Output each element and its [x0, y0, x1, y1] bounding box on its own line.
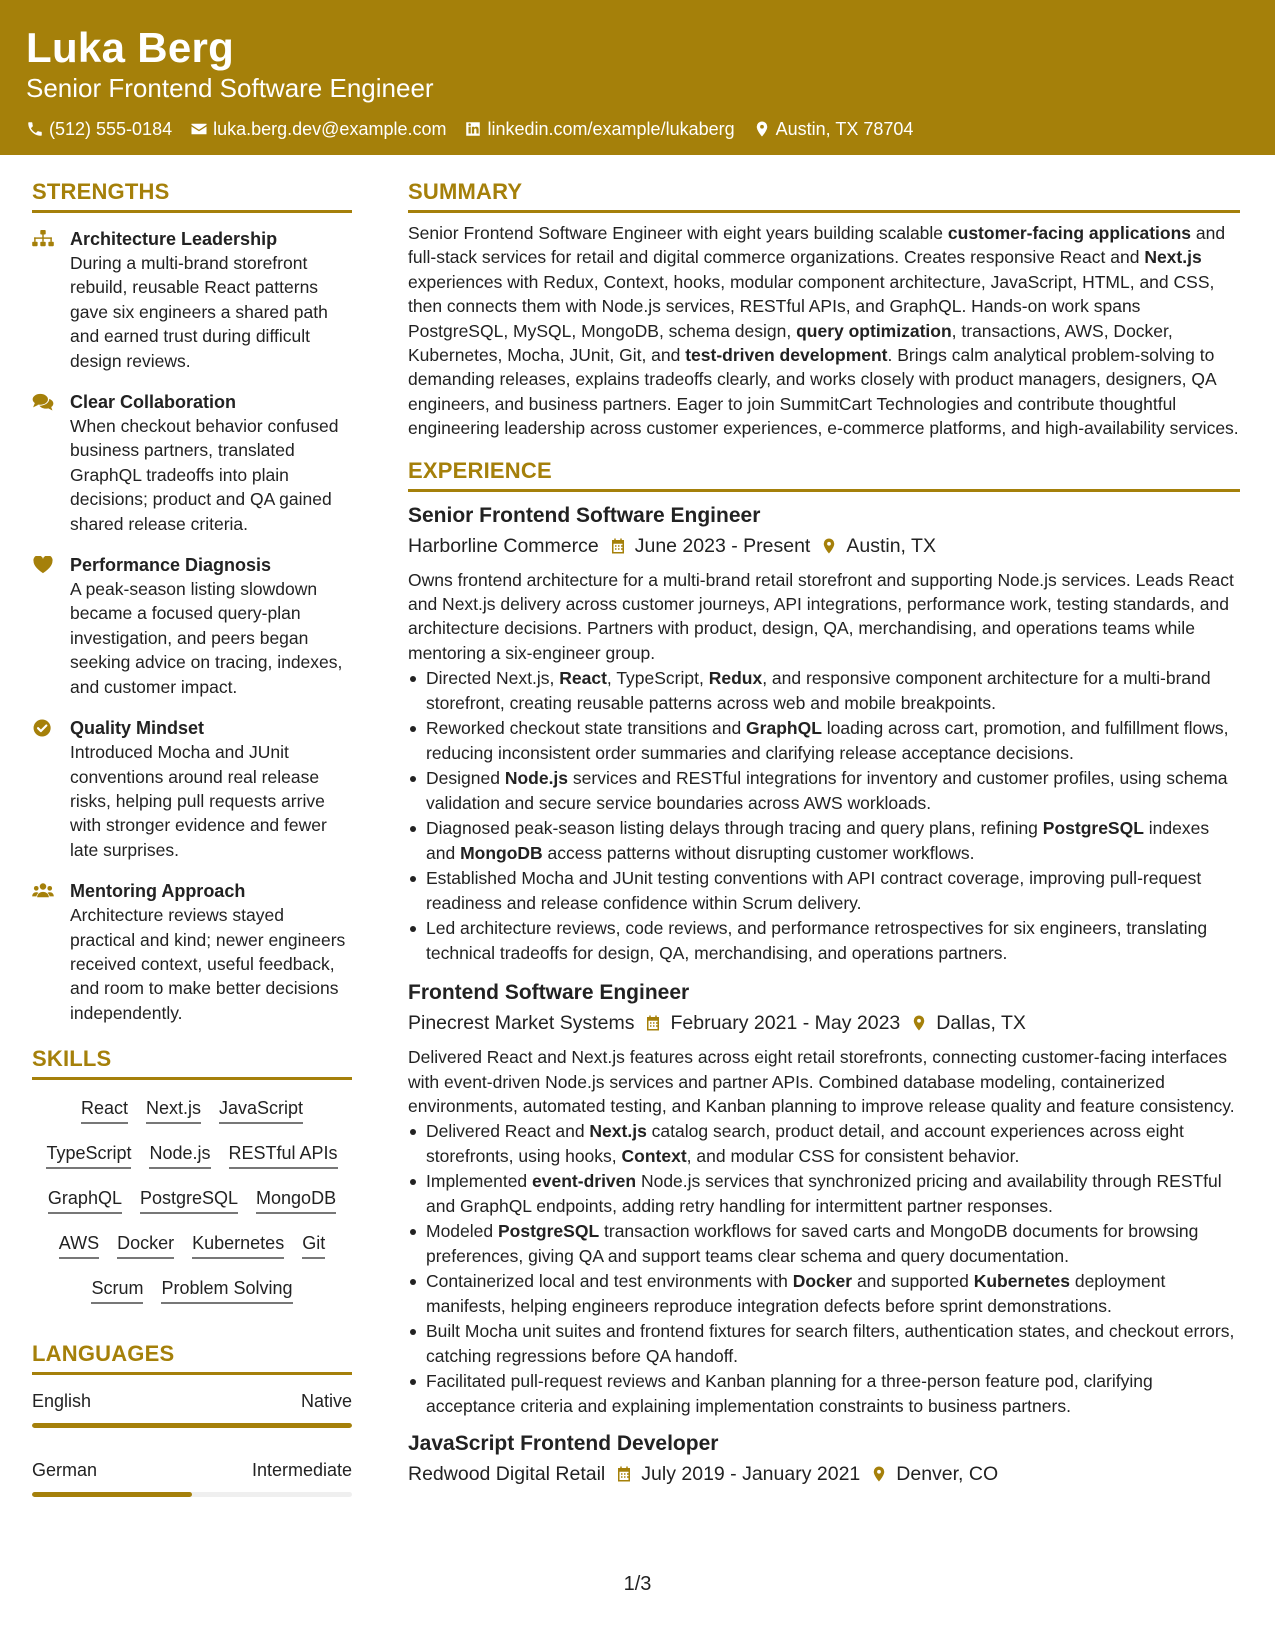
job-bullet: Implemented event-driven Node.js services that synchronized pricing and availability through RESTful and GraphQL endpoints, adding retry handling for intermittent partner responses.	[408, 1169, 1240, 1218]
job-location: Dallas, TX	[936, 1012, 1026, 1035]
job-company: Pinecrest Market Systems	[408, 1012, 635, 1035]
summary-text: Senior Frontend Software Engineer with eight years building scalable customer-facing applications and full-stack services for retail and digital commerce organizations. Creates responsive React and Next.js experiences with Redux, Context, hooks, modular component architecture, JavaScript, HTML, and CSS, then connects them with Node.js services, RESTful APIs, and GraphQL. Hands-on work spans PostgreSQL, MySQL, MongoDB, schema design, query optimization, transactions, AWS, Docker, Kubernetes, Mocha, JUnit, Git, and test-driven development. Brings calm analytical problem-solving to demanding releases, explains tradeoffs clearly, and works closely with product managers, designers, QA engineers, and business partners. Eager to join SummitCart Technologies and contribute thoughtful engineering leadership across customer experiences, e-commerce platforms, and high-availability services.	[408, 223, 1239, 439]
linkedin-text[interactable]: linkedin.com/example/lukaberg	[487, 119, 735, 139]
contact-phone	[26, 118, 172, 140]
map-pin-icon	[910, 1014, 928, 1032]
job-meta	[408, 1460, 1240, 1488]
skill-tag: Problem Solving	[161, 1276, 292, 1304]
phone-icon	[26, 120, 44, 138]
calendar-icon	[644, 1014, 662, 1032]
strength-body: When checkout behavior confused business partners, translated GraphQL tradeoffs into plain decisions; product and QA gained shared release criteria.	[70, 416, 339, 534]
languages-section	[32, 1340, 352, 1497]
contact-email[interactable]	[190, 118, 446, 140]
language-proficiency-fill	[32, 1423, 352, 1428]
strength-item	[32, 879, 352, 1025]
candidate-name: Luka Berg	[26, 24, 235, 71]
job-entry	[408, 1430, 1240, 1488]
skill-tag: TypeScript	[46, 1141, 131, 1169]
skill-tag: MongoDB	[256, 1186, 336, 1214]
strength-body: During a multi-brand storefront rebuild, reusable React patterns gave six engineers a shared path and earned trust during difficult design reviews.	[70, 253, 328, 371]
location-text: Austin, TX 78704	[775, 119, 914, 139]
page-number: 1/3	[623, 1573, 652, 1595]
job-bullet: Established Mocha and JUnit testing conventions with API contract coverage, improving pull-request readiness and release confidence within Scrum delivery.	[408, 866, 1240, 915]
contact-location	[753, 118, 914, 140]
strength-item	[32, 390, 352, 536]
summary-heading: SUMMARY	[408, 178, 1240, 213]
strength-body: Architecture reviews stayed practical and kind; newer engineers received context, useful feedback, and room to make better decisions independently.	[70, 905, 346, 1023]
strengths-heading: STRENGTHS	[32, 178, 352, 213]
skill-tag: JavaScript	[219, 1096, 303, 1124]
skill-row	[32, 1096, 352, 1124]
job-description: Delivered React and Next.js features across eight retail storefronts, connecting customer-facing interfaces with event-driven Node.js services and partner APIs. Combined database modeling, containerized environments, automated testing, and Kanban planning to improve release quality and feature consistency.	[408, 1047, 1235, 1116]
language-level: Intermediate	[251, 1460, 352, 1481]
job-title: Frontend Software Engineer	[408, 981, 690, 1005]
skill-row	[32, 1186, 352, 1214]
strength-title: Mentoring Approach	[70, 881, 246, 902]
skills-heading: SKILLS	[32, 1045, 352, 1080]
check-circle-icon	[32, 719, 54, 737]
skill-tag: AWS	[59, 1231, 99, 1259]
skill-tag: Node.js	[149, 1141, 210, 1169]
skill-tag: Scrum	[91, 1276, 143, 1304]
skill-tag: Git	[302, 1231, 325, 1259]
strength-item	[32, 716, 352, 862]
job-bullet: Designed Node.js services and RESTful integrations for inventory and customer profiles, using schema validation and secure service boundaries across AWS workloads.	[408, 766, 1240, 815]
job-bullet: Built Mocha unit suites and frontend fixtures for search filters, authentication states, and checkout errors, catching regressions before QA handoff.	[408, 1319, 1240, 1368]
job-company: Redwood Digital Retail	[408, 1463, 606, 1486]
job-title: JavaScript Frontend Developer	[408, 1432, 719, 1456]
job-bullet: Directed Next.js, React, TypeScript, Redux, and responsive component architecture for a multi-brand storefront, creating reusable patterns across web and mobile breakpoints.	[408, 666, 1240, 715]
language-item	[32, 1458, 352, 1497]
job-list	[408, 502, 1240, 1488]
experience-section	[408, 457, 1240, 1488]
strength-body: Introduced Mocha and JUnit conventions around real release risks, helping pull requests arrive with stronger evidence and fewer late surprises.	[70, 742, 327, 860]
left-column	[32, 178, 352, 1497]
linkedin-icon	[464, 120, 482, 138]
skill-tag: Next.js	[146, 1096, 201, 1124]
skill-row	[32, 1141, 352, 1169]
job-bullet: Diagnosed peak-season listing delays through tracing and query plans, refining PostgreSQL indexes and MongoDB access patterns without disrupting customer workflows.	[408, 816, 1240, 865]
job-dates: February 2021 - May 2023	[670, 1012, 901, 1035]
skills-list	[32, 1096, 352, 1304]
heart-icon	[32, 556, 54, 574]
job-meta	[408, 1009, 1240, 1037]
job-entry	[408, 979, 1240, 1418]
skill-tag: Docker	[117, 1231, 174, 1259]
map-pin-icon	[820, 537, 838, 555]
strengths-list	[32, 227, 352, 1025]
job-bullet: Modeled PostgreSQL transaction workflows for saved carts and MongoDB documents for browsing preferences, giving QA and support teams clear schema and query documentation.	[408, 1219, 1240, 1268]
job-meta	[408, 532, 1240, 560]
right-column	[408, 178, 1240, 1488]
job-title: Senior Frontend Software Engineer	[408, 503, 761, 527]
strength-item	[32, 553, 352, 699]
resume-header	[0, 0, 1275, 155]
language-name: English	[32, 1391, 92, 1412]
comments-icon	[32, 393, 54, 411]
contact-linkedin[interactable]	[464, 118, 734, 140]
language-proficiency-bar	[32, 1492, 352, 1497]
language-level: Native	[300, 1391, 352, 1412]
sitemap-icon	[32, 230, 54, 248]
users-icon	[32, 882, 54, 900]
job-bullet: Delivered React and Next.js catalog search, product detail, and account experiences across eight storefronts, using hooks, Context, and modular CSS for consistent behavior.	[408, 1119, 1240, 1168]
envelope-icon	[190, 120, 208, 138]
skill-row	[32, 1231, 352, 1259]
job-entry	[408, 502, 1240, 965]
job-location: Austin, TX	[846, 534, 936, 557]
skill-tag: RESTful APIs	[229, 1141, 338, 1169]
job-dates: July 2019 - January 2021	[641, 1463, 861, 1486]
calendar-icon	[615, 1465, 633, 1483]
skill-tag: GraphQL	[48, 1186, 122, 1214]
language-proficiency-fill	[32, 1492, 192, 1497]
candidate-role: Senior Frontend Software Engineer	[26, 73, 434, 103]
strength-title: Architecture Leadership	[70, 229, 278, 249]
job-bullets	[408, 666, 1240, 965]
email-text[interactable]: luka.berg.dev@example.com	[213, 119, 447, 139]
experience-heading: EXPERIENCE	[408, 457, 1240, 492]
skill-tag: Kubernetes	[192, 1231, 284, 1259]
job-dates: June 2023 - Present	[634, 534, 811, 557]
language-name: German	[32, 1460, 98, 1481]
skills-section	[32, 1045, 352, 1304]
job-bullet: Reworked checkout state transitions and GraphQL loading across cart, promotion, and fulfillment flows, reducing inconsistent order summaries and clarifying release acceptance decisions.	[408, 716, 1240, 765]
language-item	[32, 1389, 352, 1428]
job-bullet: Facilitated pull-request reviews and Kanban planning for a three-person feature pod, clarifying acceptance criteria and explaining implementation constraints to business partners.	[408, 1369, 1240, 1418]
job-location: Denver, CO	[896, 1463, 999, 1486]
languages-heading: LANGUAGES	[32, 1340, 352, 1375]
language-proficiency-bar	[32, 1423, 352, 1428]
job-description: Owns frontend architecture for a multi-brand retail storefront and supporting Node.js services. Leads React and Next.js delivery across customer journeys, API integrations, performance work, testing standards, and architecture decisions. Partners with product, design, QA, merchandising, and operations teams while mentoring a six-engineer group.	[408, 569, 1234, 663]
calendar-icon	[609, 537, 627, 555]
strength-title: Quality Mindset	[70, 718, 205, 739]
skill-row	[32, 1276, 352, 1304]
job-bullets	[408, 1119, 1240, 1418]
strength-title: Performance Diagnosis	[70, 555, 272, 576]
map-pin-icon	[753, 120, 771, 138]
skill-tag: PostgreSQL	[140, 1186, 238, 1214]
job-bullet: Led architecture reviews, code reviews, and performance retrospectives for six engineers, translating technical tradeoffs for design, QA, merchandising, and operations partners.	[408, 916, 1240, 965]
strength-title: Clear Collaboration	[70, 392, 237, 413]
job-company: Harborline Commerce	[408, 534, 599, 557]
strength-body: A peak-season listing slowdown became a focused query-plan investigation, and peers began seeking advice on tracing, indexes, and customer impact.	[70, 579, 343, 697]
job-bullet: Containerized local and test environments with Docker and supported Kubernetes deployment manifests, helping engineers reproduce integration defects before sprint demonstrations.	[408, 1269, 1240, 1318]
phone-text: (512) 555-0184	[49, 119, 173, 139]
map-pin-icon	[870, 1465, 888, 1483]
contact-bar	[26, 118, 1249, 140]
skill-tag: React	[81, 1096, 128, 1124]
strength-item	[32, 227, 352, 373]
